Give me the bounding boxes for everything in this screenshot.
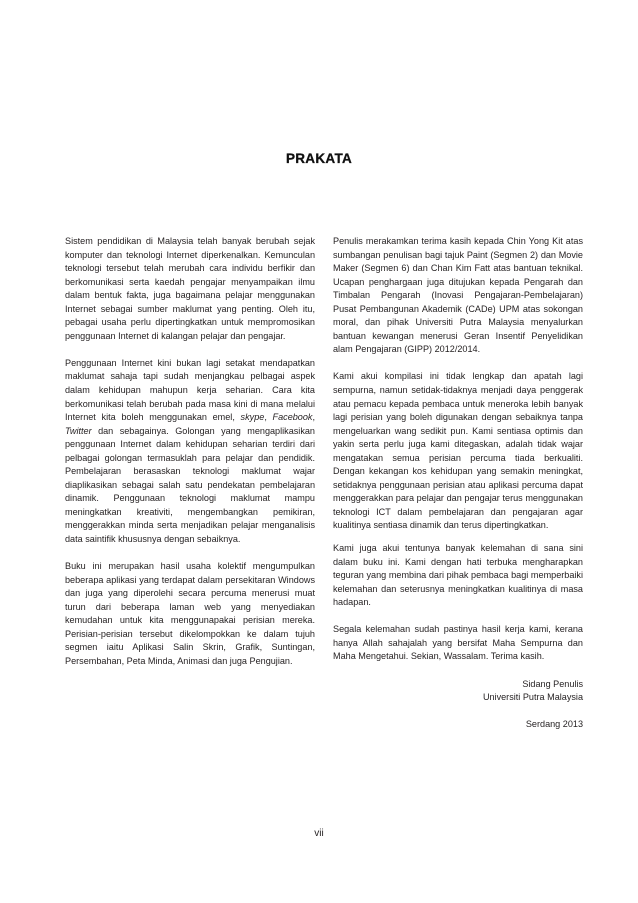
signoff-place-date: Serdang 2013 <box>525 719 583 730</box>
paragraph-compilation: Kami akui kompilasi ini tidak lengkap dan apatah lagi sempurna, namun setidak-tidaknya menjadi daya penggerak atau pemacu kepada pembaca untuk meneroka lebih banyak lagi perisian yang boleh digunakan dengan sebaiknya tanpa mengeluarkan wang sedikit pun. Kami sentiasa optimis dan yakin serta perlu juga kami ditegaskan, adalah tidak wajar mengatakan semua perisian percuma tiada berkualiti. Dengan kekangan kos kehidupan yang semakin meningkat, setidaknya penggunaan perisian atau aplikasi percuma dapat menggerakkan para pelajar dan pengajar terus menggunakan teknologi ICT dalam pembelajaran dan pengajaran agar kualitinya sentiasa dinamik dan terus dipertingkatkan. <box>333 371 583 531</box>
separator: , <box>312 412 315 423</box>
right-column <box>333 235 583 732</box>
signoff-university: Universiti Putra Malaysia <box>482 692 583 703</box>
page-number: vii <box>314 828 324 839</box>
italic-term-twitter: Twitter <box>65 425 92 436</box>
italic-term-facebook: Facebook <box>272 412 313 423</box>
paragraph-text: Penggunaan Internet kini bukan lagi setakat mendapatkan maklumat sahaja tapi sudah menjangkau pelbagai aspek dalam kehidupan mahupun kerja seharian. Cara kita berkomunikasi telah berubah pada masa kini di mana melalui Internet kita boleh menggunakan emel, <box>65 357 315 423</box>
paragraph-weakness: Kami juga akui tentunya banyak kelemahan di sana sini dalam buku ini. Kami dengan hati terbuka mengharapkan teguran yang membina dari pihak pembaca bagi memperbaiki kelemahan dan seterusnya meningkatkan kualitinya di masa hadapan. <box>333 543 583 608</box>
paragraph-internet-usage <box>65 357 315 547</box>
paragraph-text: dan sebagainya. Golongan yang mengaplikasikan penggunaan Internet dalam kehidupan seharian terdiri dari pelbagai golongan termasuklah para pelajar dan pendidik. Pembelajaran berasaskan teknologi maklumat wajar diaplikasikan sebagai salah satu pendekatan pembelajaran dinamik. Penggunaan teknologi maklumat mampu meningkatkan kreativiti, mengembangkan pemikiran, menggerakkan minda serta menjadikan pelajar menganalisis data saintifik khususnya dengan sebaiknya. <box>65 425 315 545</box>
paragraph-closing: Segala kelemahan sudah pastinya hasil kerja kami, kerana hanya Allah sahajalah yang bersifat Maha Sempurna dan Maha Mengetahui. Sekian, Wassalam. Terima kasih. <box>333 624 583 662</box>
page-title: PRAKATA <box>285 151 353 166</box>
paragraph-acknowledgement: Penulis merakamkan terima kasih kepada Chin Yong Kit atas sumbangan penulisan bagi tajuk Paint (Segmen 2) dan Movie Maker (Segmen 6) dan Chan Kim Fatt atas bantuan teknikal. Ucapan penghargaan juga ditujukan kepada Pengarah dan Timbalan Pengarah (Inovasi Pengajaran-Pembelajaran) Pusat Pembangunan Akademik (CADe) UPM atas sokongan moral, dan pihak Universiti Putra Malaysia menyalurkan bantuan kewangan menerusi Geran Insentif Penyelidikan alam Pengajaran (GIPP) 2012/2014. <box>333 236 583 355</box>
separator: , <box>264 412 273 423</box>
paragraph-intro: Sistem pendidikan di Malaysia telah banyak berubah sejak komputer dan teknologi Internet diperkenalkan. Kemunculan teknologi tersebut telah merubah cara individu berfikir dan berkomunikasi serta kaedah pengajar menyampaikan ilmu dalam bentuk fakta, juga bagaimana pelajar menggunakan Internet sebagai sumber maklumat yang penting. Oleh itu, pebagai usaha perlu dipertingkatkan untuk mempromosikan penggunaan Internet di kalangan pelajar dan pengajar. <box>65 236 315 341</box>
italic-term-skype: skype <box>240 412 265 423</box>
signoff-authors: Sidang Penulis <box>522 678 583 689</box>
left-column <box>65 235 315 682</box>
paragraph-book-content: Buku ini merupakan hasil usaha kolektif mengumpulkan beberapa aplikasi yang terdapat dalam persekitaran Windows dan juga yang diperolehi secara percuma menerusi muat turun dari beberapa laman web yang menyediakan kemudahan untuk kita menggunapakai perisian mereka. Perisian-perisian tersebut dikelompokkan ke dalam tujuh segmen iaitu Aplikasi Salin Skrin, Grafik, Suntingan, Persembahan, Peta Minda, Animasi dan juga Pengujian. <box>65 561 315 666</box>
